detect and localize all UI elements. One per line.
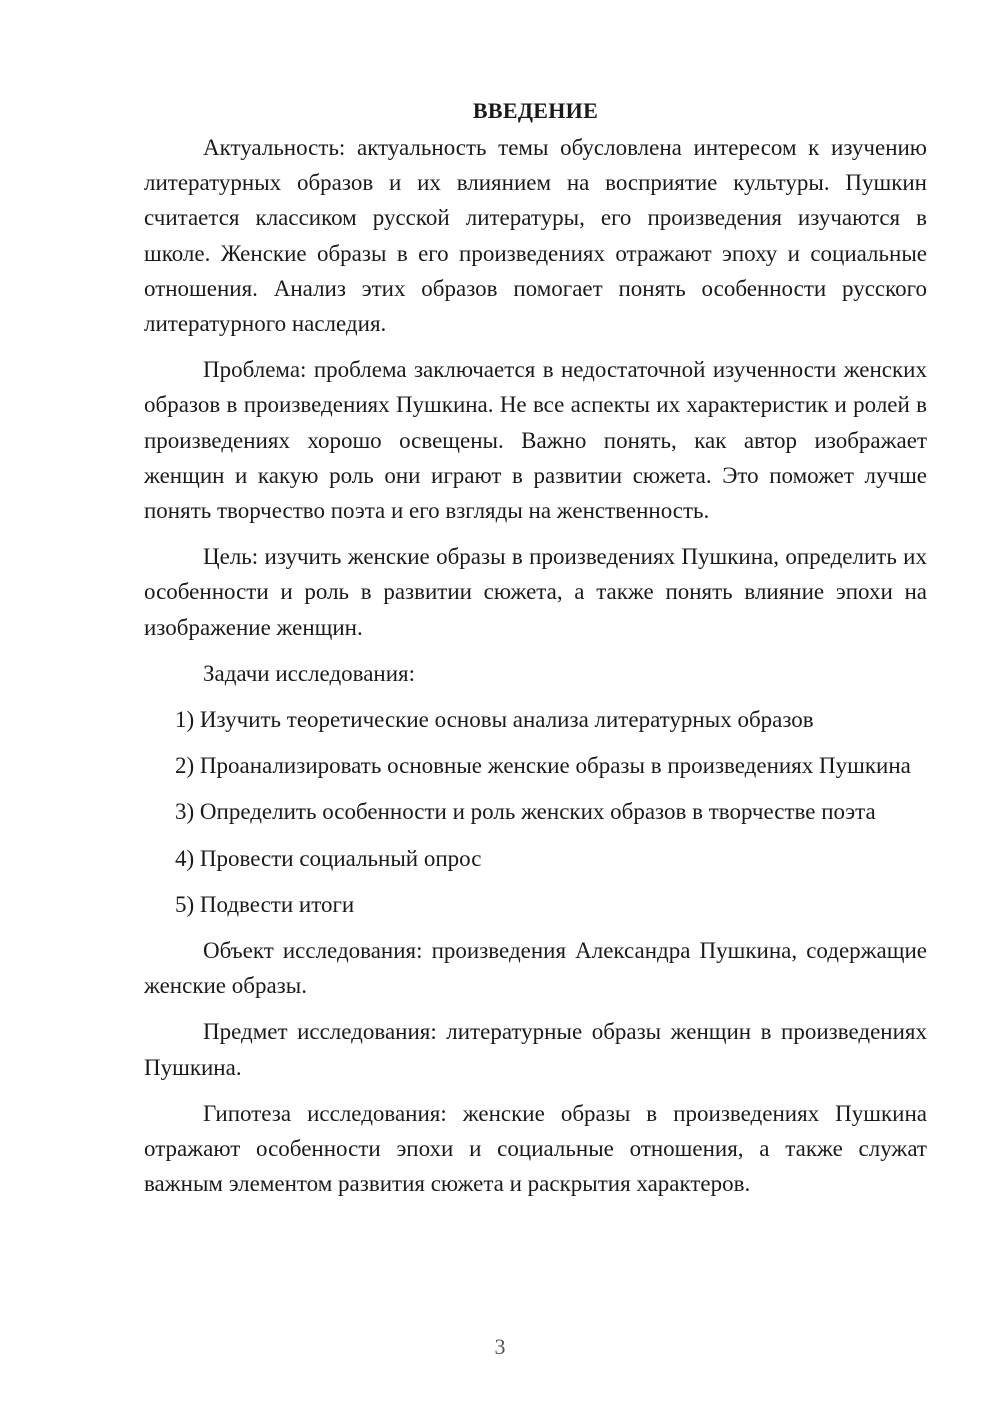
task-list-item-3: 3) Определить особенности и роль женских образов в творчестве поэта [175,799,876,825]
task-list-item-1: 1) Изучить теоретические основы анализа литературных образов [175,707,814,733]
paragraph-subject: Предмет исследования: литературные образы женщин в произведениях Пушкина. [144,1019,927,1080]
page-number: 3 [494,1334,506,1359]
paragraph-hypothesis: Гипотеза исследования: женские образы в произведениях Пушкина отражают особенности эпохи и социальные отношения, а также служат важным элементом развития сюжета и раскрытия характеров. [144,1100,927,1197]
page-title: ВВЕДЕНИЕ [472,98,599,123]
paragraph-relevance: Актуальность: актуальность темы обусловлена интересом к изучению литературных образов и их влиянием на восприятие культуры. Пушкин считается классиком русской литературы, его произведения изучаются в школе. Женские образы в его произведениях отражают эпоху и социальные отношения. Анализ этих образов помогает понять особенности русского литературного наследия. [144,135,927,337]
task-list-item-4: 4) Провести социальный опрос [175,845,482,871]
paragraph-object: Объект исследования: произведения Александра Пушкина, содержащие женские образы. [144,938,927,999]
paragraph-tasks-heading: Задачи исследования: [203,660,416,686]
page-content [144,96,927,1201]
task-list-item-5: 5) Подвести итоги [175,891,355,917]
paragraph-problem: Проблема: проблема заключается в недостаточной изученности женских образов в произведениях Пушкина. Не все аспекты их характеристик и ролей в произведениях хорошо освещены. Важно понять, как автор изображает женщин и какую роль они играют в развитии сюжета. Это поможет лучше понять творчество поэта и его взгляды на женственность. [144,357,927,524]
task-list-item-2: 2) Проанализировать основные женские образы в произведениях Пушкина [175,753,911,779]
paragraph-goal: Цель: изучить женские образы в произведениях Пушкина, определить их особенности и роль в развитии сюжета, а также понять влияние эпохи на изображение женщин. [144,544,927,640]
